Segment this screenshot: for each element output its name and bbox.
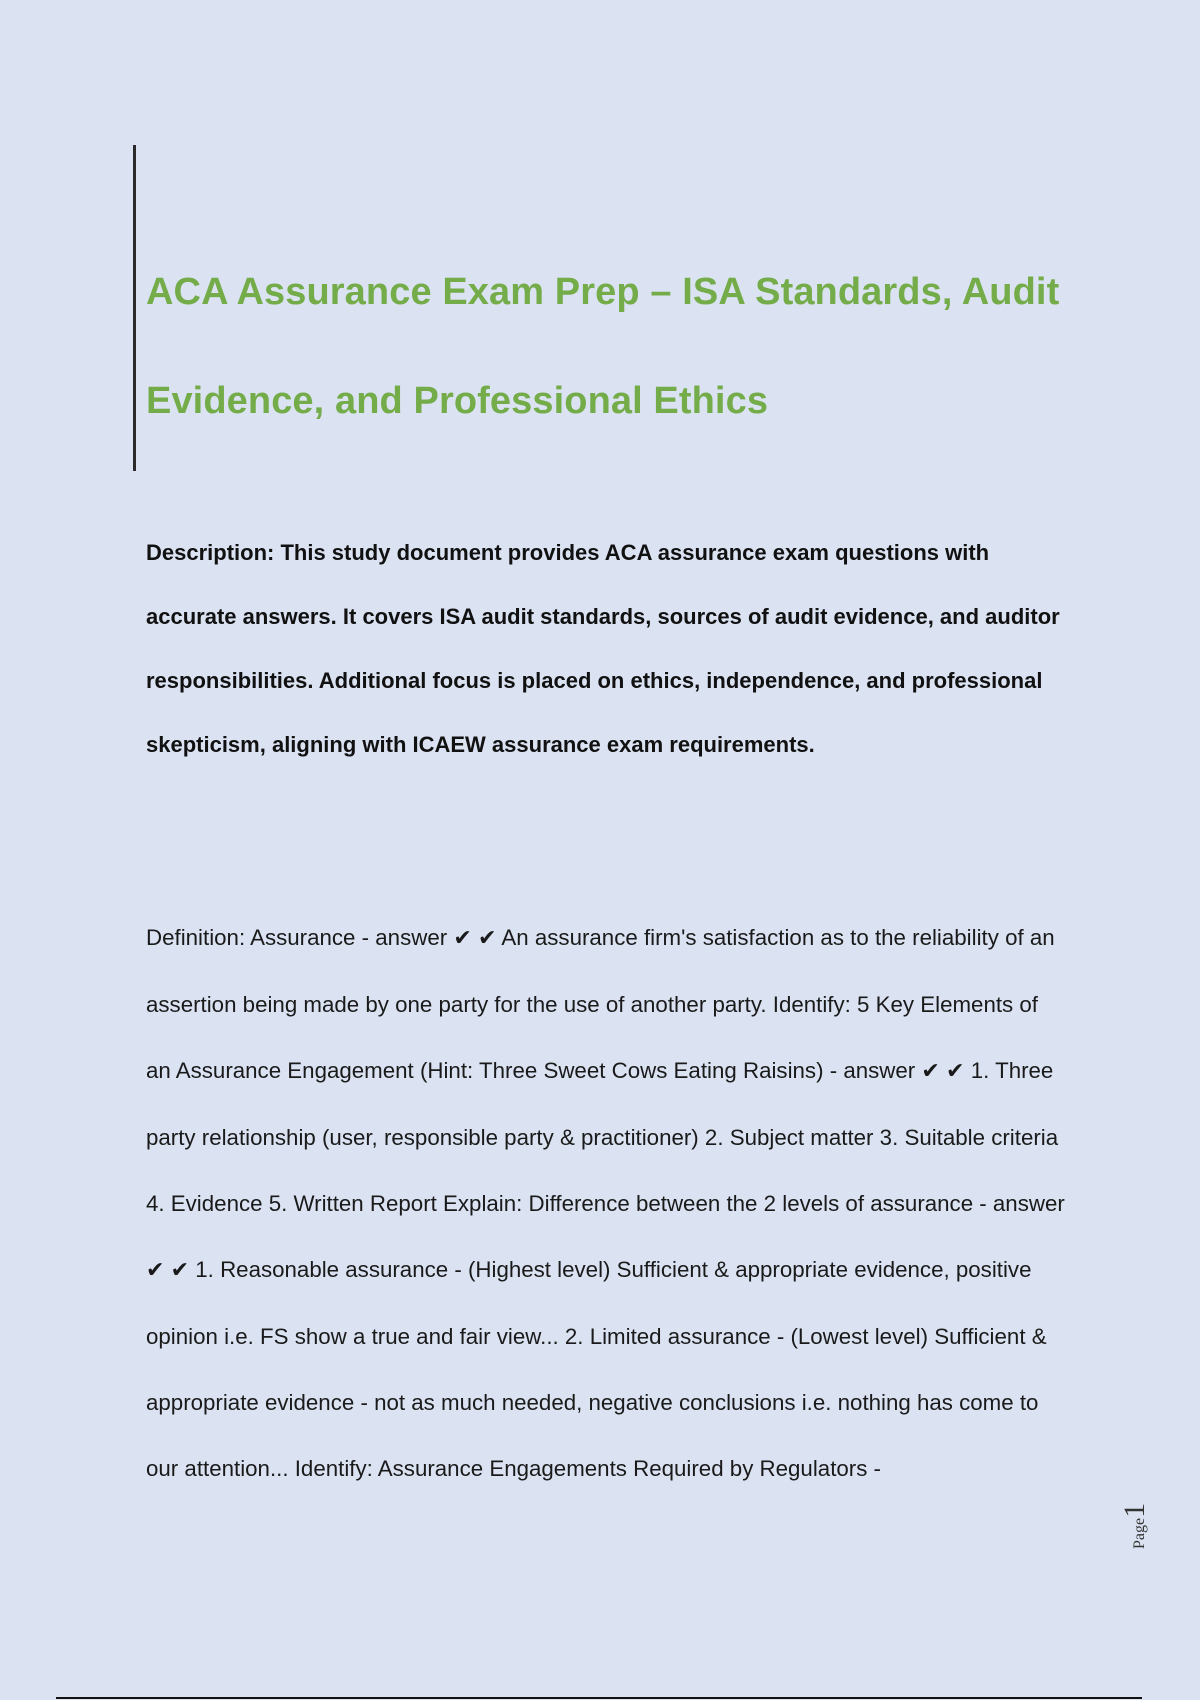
body-segment-1: Definition: Assurance - answer xyxy=(146,925,448,950)
body-segment-3: 1. Three party relationship (user, responsible party & practitioner) 2. Subject matter 3. Suitable criteria 4. Evidence 5. Written Report Explain: Difference between the 2 levels of assurance - answer xyxy=(146,1058,1065,1216)
page-number xyxy=(1118,1485,1158,1549)
document-body xyxy=(146,905,1066,1502)
checkmark-icon: ✔ xyxy=(170,1258,190,1283)
body-segment-4: 1. Reasonable assurance - (Highest level) Sufficient & appropriate evidence, positive opinion i.e. FS show a true and fair view... 2. Limited assurance - (Lowest level) Sufficient & appropriate evidence - not as much needed, negative conclusions i.e. nothing has come to our attention... Identify: Assurance Engagements Required by Regulators - xyxy=(146,1257,1047,1481)
checkmark-icon: ✔ xyxy=(146,1258,165,1283)
document-description: Description: This study document provides ACA assurance exam questions with accurate answers. It covers ISA audit standards, sources of audit evidence, and auditor responsibilities. Additional focus is placed on ethics, independence, and professional skepticism, aligning with ICAEW assurance exam requirements. xyxy=(146,540,1060,757)
footer-divider xyxy=(56,1697,1142,1699)
page-number-value: 1 xyxy=(1118,1502,1151,1518)
page-label: Page xyxy=(1131,1517,1148,1549)
document-title: ACA Assurance Exam Prep – ISA Standards, Audit Evidence, and Professional Ethics xyxy=(146,271,1060,422)
checkmark-icon: ✔ xyxy=(946,1059,965,1084)
title-left-rule xyxy=(133,145,136,471)
body-segment-2: An assurance firm's satisfaction as to the reliability of an assertion being made by one party for the use of another party. Identify: 5 Key Elements of an Assurance Engagement (Hint: Three Sweet Cows Eating Raisins) - answer xyxy=(146,925,1055,1083)
checkmark-icon: ✔ xyxy=(478,926,497,951)
checkmark-icon: ✔ xyxy=(453,926,472,951)
checkmark-icon: ✔ xyxy=(921,1059,940,1084)
